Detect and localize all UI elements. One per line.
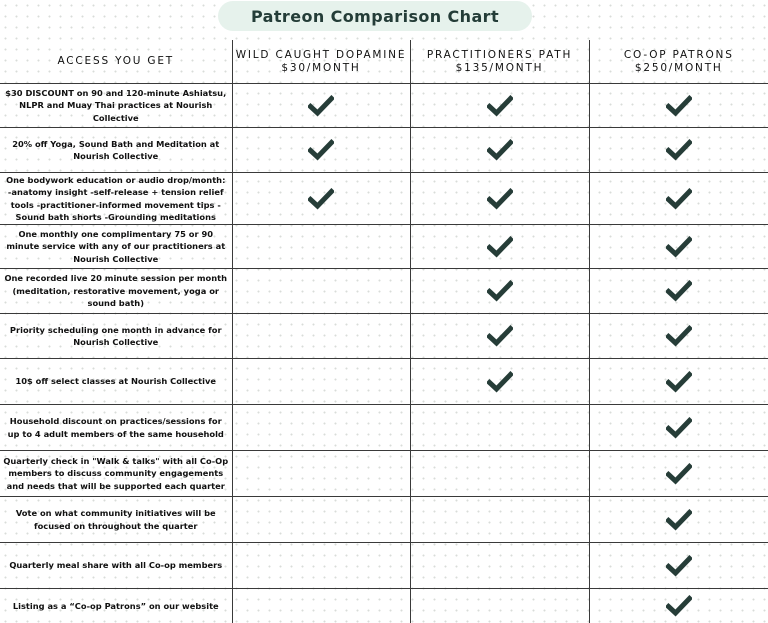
table-row <box>0 543 768 589</box>
tier-cell <box>232 269 410 314</box>
tier-cell <box>410 497 589 543</box>
feature-cell: Quarterly check in "Walk & talks" with all Co-Op members to discuss community engagements and needs that will be supported each quarter <box>0 451 232 497</box>
tier-cell <box>232 405 410 451</box>
tier-cell <box>589 405 768 451</box>
feature-cell: One recorded live 20 minute session per month (meditation, restorative movement, yoga or sound bath) <box>0 269 232 314</box>
table-row <box>0 128 768 173</box>
check-icon <box>666 555 692 577</box>
table-row <box>0 225 768 269</box>
tier-cell <box>410 405 589 451</box>
check-icon <box>666 236 692 258</box>
tier-cell <box>589 497 768 543</box>
tier-cell <box>232 128 410 173</box>
tier-name: PRACTITIONERS PATH <box>411 49 589 62</box>
check-icon <box>666 417 692 439</box>
check-icon <box>666 139 692 161</box>
table-row <box>0 405 768 451</box>
tier-cell <box>410 173 589 225</box>
tier-name: WILD CAUGHT DOPAMINE <box>233 49 410 62</box>
tier-cell <box>589 269 768 314</box>
tier-cell <box>232 359 410 405</box>
tier-cell <box>589 543 768 589</box>
tier-cell <box>589 173 768 225</box>
table-row <box>0 269 768 314</box>
feature-cell: Listing as a “Co-op Patrons” on our website <box>0 589 232 623</box>
tier-cell <box>232 451 410 497</box>
tier-cell <box>410 128 589 173</box>
tier-header-co-op-patrons <box>589 40 768 84</box>
tier-cell <box>589 225 768 269</box>
check-icon <box>666 509 692 531</box>
check-icon <box>666 325 692 347</box>
tier-cell <box>232 84 410 128</box>
check-icon <box>487 236 513 258</box>
tier-cell <box>410 543 589 589</box>
check-icon <box>308 139 334 161</box>
feature-cell: Quarterly meal share with all Co-op members <box>0 543 232 589</box>
comparison-table <box>0 40 768 623</box>
check-icon <box>666 463 692 485</box>
tier-cell <box>589 128 768 173</box>
feature-cell: 20% off Yoga, Sound Bath and Meditation at Nourish Collective <box>0 128 232 173</box>
tier-cell <box>232 497 410 543</box>
feature-cell: 10$ off select classes at Nourish Collective <box>0 359 232 405</box>
feature-cell: Priority scheduling one month in advance for Nourish Collective <box>0 314 232 359</box>
check-icon <box>308 188 334 210</box>
tier-cell <box>589 359 768 405</box>
check-icon <box>666 188 692 210</box>
tier-cell <box>589 314 768 359</box>
check-icon <box>308 95 334 117</box>
tier-cell <box>232 314 410 359</box>
feature-column-header: ACCESS YOU GET <box>0 40 232 84</box>
check-icon <box>666 595 692 617</box>
check-icon <box>487 95 513 117</box>
feature-cell: $30 DISCOUNT on 90 and 120-minute Ashiatsu, NLPR and Muay Thai practices at Nourish Collective <box>0 84 232 128</box>
feature-cell: One monthly one complimentary 75 or 90 minute service with any of our practitioners at Nourish Collective <box>0 225 232 269</box>
tier-cell <box>410 225 589 269</box>
check-icon <box>487 280 513 302</box>
check-icon <box>666 95 692 117</box>
table-row <box>0 497 768 543</box>
feature-cell: One bodywork education or audio drop/month: -anatomy insight -self-release + tension relief tools -practitioner-informed movement tips -Sound bath shorts -Grounding meditations <box>0 173 232 225</box>
tier-cell <box>410 84 589 128</box>
check-icon <box>666 371 692 393</box>
feature-cell: Vote on what community initiatives will be focused on throughout the quarter <box>0 497 232 543</box>
tier-cell <box>589 589 768 623</box>
header-row <box>0 40 768 84</box>
page-title: Patreon Comparison Chart <box>218 1 532 31</box>
check-icon <box>487 188 513 210</box>
tier-cell <box>232 589 410 623</box>
tier-price: $250/MONTH <box>590 62 768 75</box>
tier-cell <box>410 589 589 623</box>
tier-name: CO-OP PATRONS <box>590 49 768 62</box>
table-row <box>0 359 768 405</box>
check-icon <box>666 280 692 302</box>
table-row <box>0 84 768 128</box>
tier-cell <box>232 543 410 589</box>
feature-cell: Household discount on practices/sessions for up to 4 adult members of the same household <box>0 405 232 451</box>
tier-cell <box>232 225 410 269</box>
check-icon <box>487 371 513 393</box>
tier-cell <box>410 314 589 359</box>
check-icon <box>487 139 513 161</box>
table-row <box>0 451 768 497</box>
table-row <box>0 173 768 225</box>
tier-cell <box>410 269 589 314</box>
tier-price: $30/MONTH <box>233 62 410 75</box>
tier-cell <box>410 451 589 497</box>
tier-cell <box>410 359 589 405</box>
tier-cell <box>589 451 768 497</box>
table-row <box>0 589 768 623</box>
tier-header-wild-caught-dopamine <box>232 40 410 84</box>
check-icon <box>487 325 513 347</box>
tier-header-practitioners-path <box>410 40 589 84</box>
tier-price: $135/MONTH <box>411 62 589 75</box>
table-row <box>0 314 768 359</box>
tier-cell <box>589 84 768 128</box>
tier-cell <box>232 173 410 225</box>
